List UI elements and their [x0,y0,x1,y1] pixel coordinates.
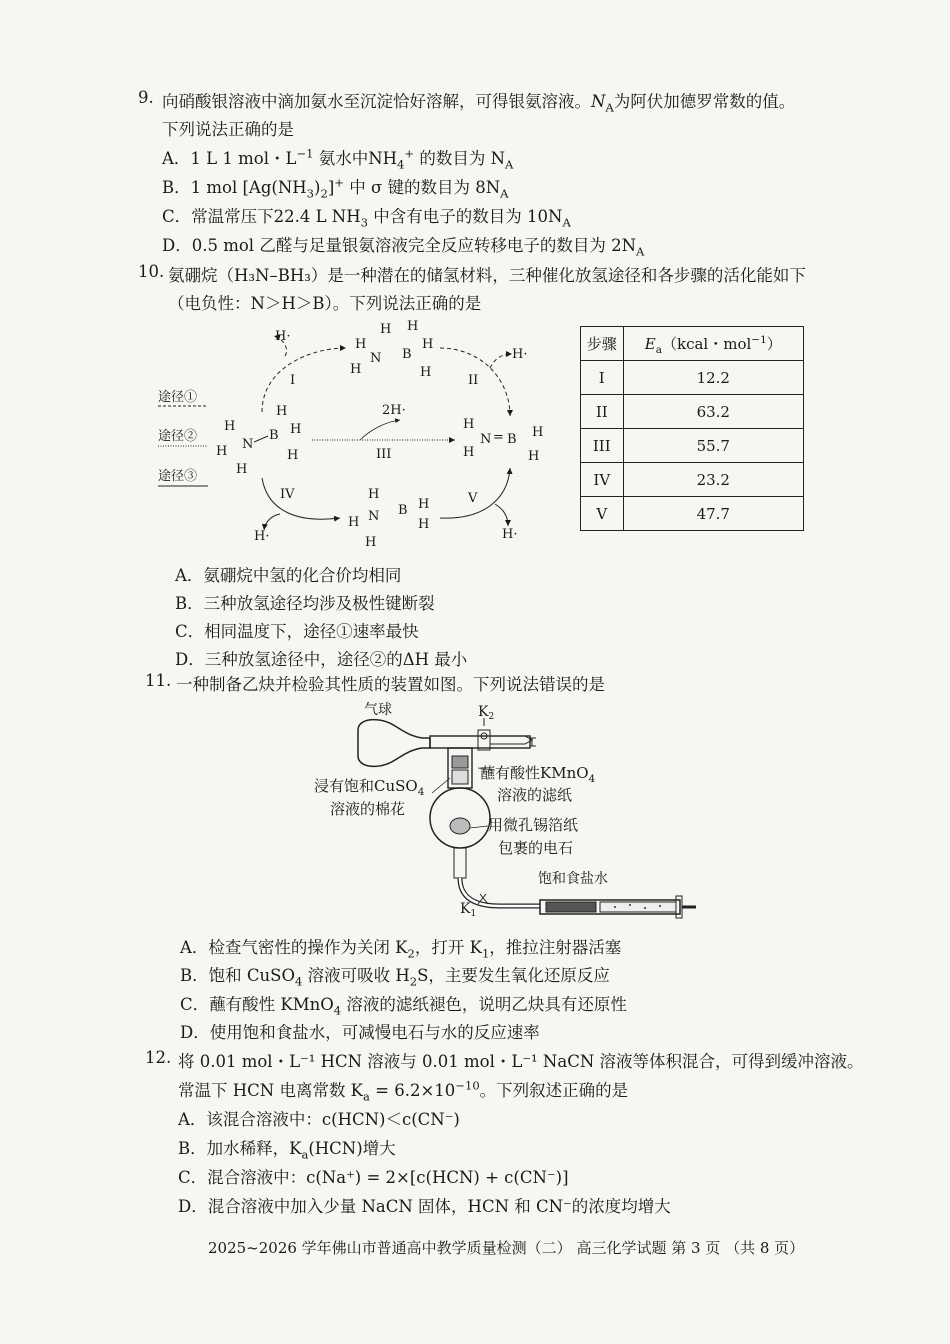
h-radical-1: H· [275,329,291,344]
step-label-IV: IV [280,487,295,502]
table-row: V 47.7 [581,497,804,531]
svg-text:H: H [420,365,432,380]
q9-option-c: C．常温常压下22.4 L $NH_3$ 中含有电子的数目为 $10N_A$ [162,207,571,230]
two-h-radical: 2H· [382,403,406,418]
svg-text:H: H [290,422,302,437]
svg-text:B: B [398,503,408,518]
svg-text:H: H [422,337,434,352]
table-row: I 12.2 [581,361,804,395]
balloon-label: 气球 [364,702,392,718]
svg-text:N: N [242,437,254,452]
q12-option-c: C．混合溶液中：c(Na⁺) = 2×[c(HCN) + c(CN⁻)] [178,1168,569,1187]
q10-option-b: B．三种放氢途径均涉及极性键断裂 [175,594,435,613]
q10-option-c: C．相同温度下，途径①速率最快 [175,622,419,641]
k1-label: $K_1$ [460,901,477,919]
q11-option-a: A．检查气密性的操作为关闭 $K_2$，打开 $K_1$，推拉注射器活塞 [180,938,622,961]
svg-text:H: H [463,417,475,432]
svg-text:H: H [355,337,367,352]
svg-text:H: H [236,462,248,477]
q9-option-b: B．1 mol $[Ag(NH_3)_2]^+$ 中 σ 键的数目为 $8N_A$ [162,175,509,201]
path2-label: 途径② [158,429,198,444]
k2-label: $K_2$ [478,704,495,722]
paper-label-line2: 溶液的滤纸 [497,786,573,804]
svg-text:H: H [348,515,360,530]
svg-text:H: H [463,445,475,460]
svg-text:H: H [365,535,377,550]
svg-text:B: B [269,428,279,443]
svg-text:N: N [368,509,380,524]
cotton-label-line1: 浸有饱和CuSO$_4$ [314,777,425,798]
q9-stem-line1: 向硝酸银溶液中滴加氨水至沉淀恰好溶解，可得银氨溶液。$N_A$为阿伏加德罗常数的值。 [162,92,796,115]
stone-label-line2: 包裹的电石 [498,839,574,857]
svg-text:B: B [402,347,412,362]
q11-option-d: D．使用饱和食盐水，可减慢电石与水的反应速率 [180,1023,540,1042]
svg-text:H: H [532,425,544,440]
q12-option-b: B．加水稀释，$K_a(HCN)$增大 [178,1139,396,1162]
svg-text:H: H [380,322,392,337]
aminoborane-product [463,417,543,464]
step-label-III: III [376,447,392,462]
step-label-II: II [468,373,479,388]
svg-text:N: N [370,351,382,366]
svg-text:=: = [493,430,504,445]
path1-label: 途径① [158,390,198,405]
q12-option-d: D．混合溶液中加入少量 NaCN 固体，HCN 和 CN⁻的浓度均增大 [178,1197,671,1216]
table-row: III 55.7 [581,429,804,463]
balloon-shape [358,720,430,767]
svg-text:H: H [287,448,299,463]
q9-number: 9. [138,88,154,107]
q10-stem-line2: （电负性：N＞H＞B）。下列说法正确的是 [168,294,482,313]
svg-text:B: B [507,432,517,447]
header-ea: $E_a(kcal$・mol$^{-1}$） [623,327,803,361]
ammonia-borane-molecule [216,404,301,477]
q10-stem-line1: 氨硼烷（H₃N–BH₃）是一种潜在的储氢材料，三种催化放氢途径和各步骤的活化能如下 [168,266,806,285]
q10-option-a: A．氨硼烷中氢的化合价均相同 [175,566,402,585]
h-radical-2: H· [512,347,528,362]
q11-option-b: B．饱和 CuSO$_4$ 溶液可吸收 $H_2S$，主要发生氧化还原反应 [180,966,610,989]
h-radical-3: H· [254,529,270,544]
brine-label: 饱和食盐水 [538,871,608,887]
q10-option-d: D．三种放氢途径中，途径②的ΔH 最小 [175,650,468,669]
svg-text:H: H [224,419,236,434]
q9-stem-line2: 下列说法正确的是 [162,120,294,139]
q11-stem: 一种制备乙炔并检验其性质的装置如图。下列说法错误的是 [176,675,605,694]
q12-line2: 常温下 HCN 电离常数 $K_a = 6.2\times 10^{-10}$。下列叙述正确的是 [178,1078,629,1104]
paper-label-line1: 蘸有酸性KMnO$_4$ [480,764,596,785]
svg-text:H: H [418,517,430,532]
table-row: II 63.2 [581,395,804,429]
q12-line1: 将 0.01 mol・L⁻¹ HCN 溶液与 0.01 mol・L⁻¹ NaCN 溶液等体积混合，可得到缓冲溶液。 [178,1052,864,1071]
svg-text:H: H [276,404,288,419]
intermediate-top [350,319,433,380]
activation-energy-table [580,326,804,531]
step-label-V: V [468,491,478,506]
svg-text:H: H [407,319,419,334]
stone-label-line1: 用微孔锡箔纸 [488,816,579,834]
step-label-I: I [290,373,296,388]
svg-text:H: H [368,487,380,502]
svg-text:H: H [350,362,362,377]
svg-text:H: H [528,449,540,464]
svg-text:N: N [480,432,492,447]
q11-number: 11. [145,671,172,690]
path3-label: 途径③ [158,469,198,484]
svg-text:H: H [216,444,228,459]
q10-number: 10. [138,262,165,281]
cotton-label-line2: 溶液的棉花 [330,800,406,818]
intermediate-bottom [348,487,429,550]
table-row: IV 23.2 [581,463,804,497]
page-footer: 2025~2026 学年佛山市普通高中教学质量检测（二） 高三化学试题 第 3 页 （共 8 页） [208,1239,805,1257]
q11-option-c: C．蘸有酸性 KMnO$_4$ 溶液的滤纸褪色，说明乙炔具有还原性 [180,995,627,1018]
q12-option-a: A．该混合溶液中：c(HCN)＜c(CN⁻) [178,1110,460,1129]
header-step: 步骤 [581,327,624,361]
q9-option-a: A．1 L 1 mol・$L^{-1}$ 氨水中$NH_4^+$ 的数目为 $N_A$ [162,146,514,172]
q9-option-d: D．0.5 mol 乙醛与足量银氨溶液完全反应转移电子的数目为 $2N_A$ [162,236,645,259]
pathway-diagram [150,318,570,550]
table-header-row [581,327,804,361]
h-radical-4: H· [502,527,518,542]
svg-text:H: H [418,497,430,512]
q12-number: 12. [145,1048,172,1067]
